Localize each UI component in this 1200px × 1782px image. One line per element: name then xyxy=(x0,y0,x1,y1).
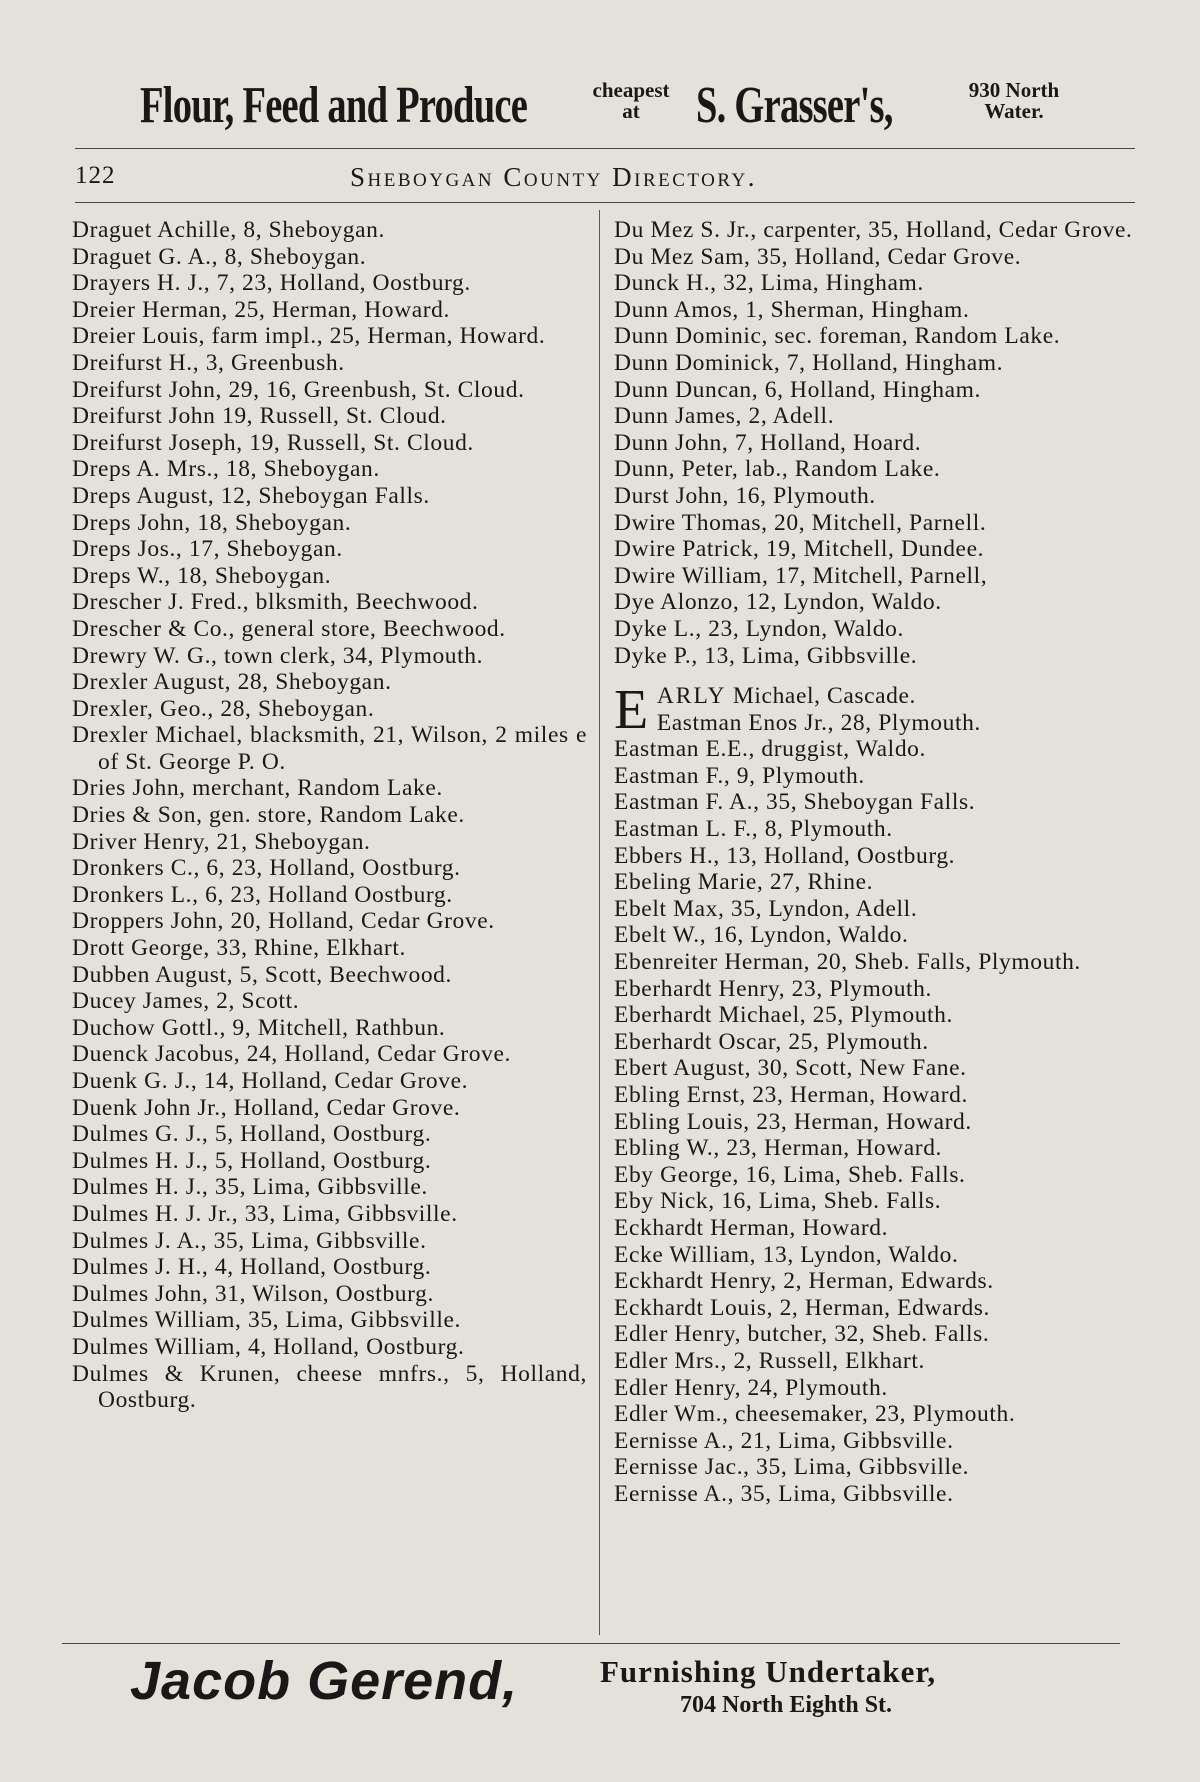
directory-entry: Eberhardt Michael, 25, Plymouth. xyxy=(614,1002,953,1029)
directory-entry: Dwire William, 17, Mitchell, Parnell, xyxy=(614,562,988,589)
directory-entry: Drescher & Co., general store, Beechwood. xyxy=(72,615,506,642)
directory-entry: Eckhardt Louis, 2, Herman, Edwards. xyxy=(614,1294,991,1321)
directory-entry: Edler Henry, butcher, 32, Sheb. Falls. xyxy=(614,1321,990,1348)
directory-entry: Ebling Ernst, 23, Herman, Howard. xyxy=(614,1082,968,1108)
directory-entry: Dulmes & Krunen, cheese mnfrs., 5, Holland, Oostburg. xyxy=(72,1360,587,1414)
directory-entry: Dulmes J. H., 4, Holland, Oostburg. xyxy=(72,1254,432,1281)
directory-entry: Ebelt Max, 35, Lyndon, Adell. xyxy=(614,895,918,922)
directory-entry: Dunn James, 2, Adell. xyxy=(614,403,835,430)
directory-entry: Draguet Achille, 8, Sheboygan. xyxy=(72,217,385,243)
top-rule xyxy=(75,148,1135,149)
directory-entry: Dwire Thomas, 20, Mitchell, Parnell. xyxy=(614,509,987,536)
directory-entry: Drayers H. J., 7, 23, Holland, Oostburg. xyxy=(72,270,471,297)
directory-entry: Dreps John, 18, Sheboygan. xyxy=(72,509,352,536)
right-column xyxy=(614,217,1134,1508)
directory-entry: Ducey James, 2, Scott. xyxy=(72,988,300,1015)
directory-entry: Drexler, Geo., 28, Sheboygan. xyxy=(72,695,375,722)
directory-entry: Dulmes J. A., 35, Lima, Gibbsville. xyxy=(72,1227,427,1254)
directory-entry: Driver Henry, 21, Sheboygan. xyxy=(72,828,371,855)
directory-entry: Drexler Michael, blacksmith, 21, Wilson, 2 miles e of St. George P. O. xyxy=(72,722,587,775)
section-e-first-entry: ARLY Michael, Cascade. xyxy=(656,683,917,710)
directory-entry: Eastman E.E., druggist, Waldo. xyxy=(614,736,926,763)
directory-entry: Eernisse A., 35, Lima, Gibbsville. xyxy=(614,1480,954,1507)
directory-entry: Du Mez Sam, 35, Holland, Cedar Grove. xyxy=(614,243,1022,270)
directory-entry: Draguet G. A., 8, Sheboygan. xyxy=(72,243,367,270)
directory-entry: Eastman F., 9, Plymouth. xyxy=(614,762,865,789)
section-e-second-entry: Eastman Enos Jr., 28, Plymouth. xyxy=(656,709,981,736)
directory-entry: Dulmes William, 35, Lima, Gibbsville. xyxy=(72,1307,461,1334)
directory-entry: Dulmes H. J., 35, Lima, Gibbsville. xyxy=(72,1174,428,1201)
directory-entry: Dunck H., 32, Lima, Hingham. xyxy=(614,270,924,297)
ad-headline: Flour, Feed and Produce xyxy=(140,76,528,134)
ad-address-line1: 930 North xyxy=(968,78,1060,102)
directory-entry: Eby George, 16, Lima, Sheb. Falls. xyxy=(614,1161,966,1188)
directory-entry: Dulmes William, 4, Holland, Oostburg. xyxy=(72,1333,465,1360)
directory-entry: Dreps W., 18, Sheboygan. xyxy=(72,562,332,589)
directory-entry: Ebert August, 30, Scott, New Fane. xyxy=(614,1055,967,1082)
directory-entry: Dreier Herman, 25, Herman, Howard. xyxy=(72,296,450,323)
directory-entry: Dubben August, 5, Scott, Beechwood. xyxy=(72,961,452,988)
directory-entry: Ebelt W., 16, Lyndon, Waldo. xyxy=(614,922,909,949)
directory-entry: Dries John, merchant, Random Lake. xyxy=(72,775,443,802)
directory-entry: Ebeling Marie, 27, Rhine. xyxy=(614,869,874,896)
directory-entry: Edler Henry, 24, Plymouth. xyxy=(614,1374,888,1401)
directory-entry: Ebenreiter Herman, 20, Sheb. Falls, Plymouth. xyxy=(614,949,1081,976)
directory-entry: Dreifurst John 19, Russell, St. Cloud. xyxy=(72,403,447,430)
directory-entry: Dries & Son, gen. store, Random Lake. xyxy=(72,802,465,829)
directory-entry: Ecke William, 13, Lyndon, Waldo. xyxy=(614,1241,959,1268)
ad-address-block xyxy=(954,80,1074,122)
directory-entry: Dreifurst Joseph, 19, Russell, St. Cloud. xyxy=(72,429,474,456)
directory-entry: Durst John, 16, Plymouth. xyxy=(614,482,876,509)
directory-entry: Dyke P., 13, Lima, Gibbsville. xyxy=(614,642,918,669)
directory-entry: Eberhardt Henry, 23, Plymouth. xyxy=(614,975,933,1002)
directory-entry: Dreifurst John, 29, 16, Greenbush, St. Cloud. xyxy=(72,376,525,403)
ad-street-address: 704 North Eighth St. xyxy=(680,1692,893,1718)
directory-entry: Eernisse A., 21, Lima, Gibbsville. xyxy=(614,1427,954,1454)
ad-cheapest: cheapest xyxy=(592,78,670,102)
directory-entry: Eberhardt Oscar, 25, Plymouth. xyxy=(614,1028,929,1055)
d-entries-continued xyxy=(614,217,1134,669)
directory-entry: Duenk G. J., 14, Holland, Cedar Grove. xyxy=(72,1068,469,1094)
running-title: Sheboygan County Directory. xyxy=(350,162,757,192)
directory-entry: Eckhardt Herman, Howard. xyxy=(614,1214,889,1241)
directory-entry: Duenck Jacobus, 24, Holland, Cedar Grove. xyxy=(72,1041,512,1068)
drop-cap: E xyxy=(614,679,649,742)
directory-entry: Dunn John, 7, Holland, Hoard. xyxy=(614,429,922,456)
directory-entry: Dunn, Peter, lab., Random Lake. xyxy=(614,456,941,483)
top-advertisement xyxy=(140,70,1080,140)
directory-entry: Dronkers C., 6, 23, Holland, Oostburg. xyxy=(72,855,461,882)
directory-entry: Dronkers L., 6, 23, Holland Oostburg. xyxy=(72,881,453,908)
directory-entry: Dyke L., 23, Lyndon, Waldo. xyxy=(614,615,904,642)
ad-business-name: Jacob Gerend, xyxy=(130,1651,519,1711)
directory-entry: Drott George, 33, Rhine, Elkhart. xyxy=(72,935,406,962)
directory-entry: Eby Nick, 16, Lima, Sheb. Falls. xyxy=(614,1188,942,1215)
directory-entry: Dye Alonzo, 12, Lyndon, Waldo. xyxy=(614,589,942,616)
left-column xyxy=(72,217,587,1414)
directory-entry: Du Mez S. Jr., carpenter, 35, Holland, Cedar Grove. xyxy=(614,217,1133,243)
directory-entry: Eastman F. A., 35, Sheboygan Falls. xyxy=(614,789,976,816)
directory-entry: Eckhardt Henry, 2, Herman, Edwards. xyxy=(614,1268,994,1295)
directory-entry: Dulmes H. J. Jr., 33, Lima, Gibbsville. xyxy=(72,1200,458,1227)
directory-entry: Dreps A. Mrs., 18, Sheboygan. xyxy=(72,456,380,483)
directory-entry: Dreier Louis, farm impl., 25, Herman, Howard. xyxy=(72,323,546,350)
directory-entry: Dulmes John, 31, Wilson, Oostburg. xyxy=(72,1280,434,1307)
page-number: 122 xyxy=(75,162,116,189)
section-e-heading xyxy=(614,679,1134,742)
directory-entry: Dunn Dominic, sec. foreman, Random Lake. xyxy=(614,323,1061,350)
bottom-advertisement xyxy=(130,1650,1130,1730)
directory-entry: Dunn Amos, 1, Sherman, Hingham. xyxy=(614,296,970,323)
directory-entry: Dunn Duncan, 6, Holland, Hingham. xyxy=(614,376,982,403)
bottom-rule xyxy=(62,1643,1120,1644)
directory-entry: Dulmes H. J., 5, Holland, Oostburg. xyxy=(72,1147,432,1174)
directory-entry: Ebling Louis, 23, Herman, Howard. xyxy=(614,1108,972,1135)
e-entries xyxy=(614,736,1134,1507)
directory-entry: Drexler August, 28, Sheboygan. xyxy=(72,669,392,696)
ad-trade: Furnishing Undertaker, xyxy=(600,1654,937,1689)
directory-entry: Edler Mrs., 2, Russell, Elkhart. xyxy=(614,1347,925,1374)
ad-cheapest-at xyxy=(576,80,686,122)
ad-merchant: S. Grasser's, xyxy=(696,76,893,134)
directory-entry: Dreps Jos., 17, Sheboygan. xyxy=(72,536,343,563)
column-divider xyxy=(599,210,600,1635)
directory-entry: Drewry W. G., town clerk, 34, Plymouth. xyxy=(72,642,484,669)
header-rule xyxy=(75,202,1135,203)
ad-address-line2: Water. xyxy=(984,99,1044,123)
directory-entry: Eastman L. F., 8, Plymouth. xyxy=(614,816,893,843)
ad-at: at xyxy=(622,99,640,123)
directory-entry: Dulmes G. J., 5, Holland, Oostburg. xyxy=(72,1121,432,1148)
running-header xyxy=(75,160,1135,196)
directory-entry: Ebling W., 23, Herman, Howard. xyxy=(614,1135,943,1162)
directory-entry: Droppers John, 20, Holland, Cedar Grove. xyxy=(72,908,495,935)
directory-entry: Eernisse Jac., 35, Lima, Gibbsville. xyxy=(614,1454,970,1481)
directory-entry: Dwire Patrick, 19, Mitchell, Dundee. xyxy=(614,536,985,563)
directory-entry: Dunn Dominick, 7, Holland, Hingham. xyxy=(614,349,1004,376)
directory-entry: Dreps August, 12, Sheboygan Falls. xyxy=(72,482,430,509)
directory-entry: Edler Wm., cheesemaker, 23, Plymouth. xyxy=(614,1401,1016,1428)
directory-entry: Dreifurst H., 3, Greenbush. xyxy=(72,349,345,376)
directory-entry: Ebbers H., 13, Holland, Oostburg. xyxy=(614,842,956,869)
directory-entry: Duchow Gottl., 9, Mitchell, Rathbun. xyxy=(72,1014,446,1041)
directory-entry: Duenk John Jr., Holland, Cedar Grove. xyxy=(72,1094,461,1121)
directory-entry: Drescher J. Fred., blksmith, Beechwood. xyxy=(72,589,479,616)
